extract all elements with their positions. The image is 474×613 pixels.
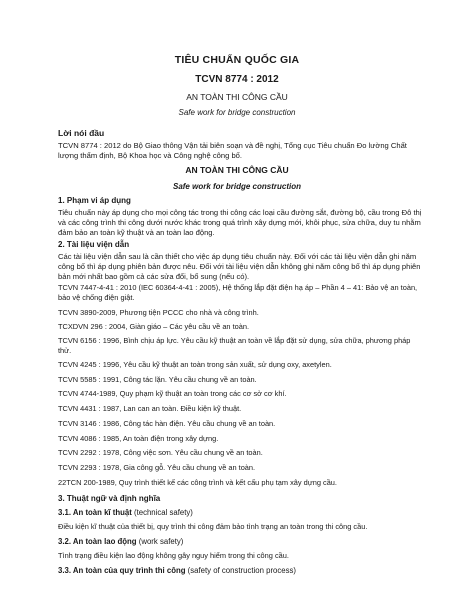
- reference-item: TCVN 3890-2009, Phương tiện PCCC cho nhà và công trình.: [58, 308, 259, 317]
- section-1-heading: 1. Phạm vi áp dụng: [58, 196, 131, 205]
- term-3-3-english: (safety of construction process): [187, 566, 297, 575]
- foreword-text: TCVN 8774 : 2012 do Bộ Giao thông Vận tải biên soạn và đề nghị, Tổng cục Tiêu chuẩn Đo lường Chất lượng thẩm định, Bộ Khoa học và Công nghệ công bố.: [58, 141, 407, 160]
- reference-item: TCVN 4086 : 1985, An toàn điện trong xây dựng.: [58, 434, 219, 443]
- reference-item: TCVN 5585 : 1991, Công tác lặn. Yêu cầu chung về an toàn.: [58, 375, 257, 384]
- term-3-3-heading: [58, 566, 296, 575]
- reference-item: TCVN 6156 : 1996, Bình chịu áp lực. Yêu cầu kỹ thuật an toàn về lắp đặt sử dụng, sửa chữa, phương pháp thử.: [58, 336, 411, 355]
- reference-item: TCVN 2293 : 1978, Gia công gỗ. Yêu cầu chung về an toàn.: [58, 463, 256, 472]
- term-3-2-definition: Tình trạng điều kiện lao động không gây nguy hiểm trong thi công cầu.: [58, 551, 289, 560]
- reference-item: TCVN 7447-4-41 : 2010 (IEC 60364-4-41 : 2005), Hệ thống lắp đặt điện hạ áp – Phần 4 – 41: Bảo vệ an toàn, bảo vệ chống điện giật.: [58, 283, 418, 302]
- reference-item: TCVN 4431 : 1987, Lan can an toàn. Điều kiện kỹ thuật.: [58, 404, 242, 413]
- term-3-1-definition: Điều kiện kĩ thuật của thiết bị, quy trình thi công đảm bảo tình trạng an toàn trong thi công cầu.: [58, 522, 368, 531]
- reference-item: TCVN 4245 : 1996, Yêu cầu kỹ thuật an toàn trong sản xuất, sử dụng oxy, axetylen.: [58, 360, 332, 369]
- standard-title-vi: AN TOÀN THI CÔNG CẦU: [185, 165, 289, 175]
- standard-name-en: Safe work for bridge construction: [178, 108, 296, 117]
- section-1-text: Tiêu chuẩn này áp dụng cho mọi công tác trong thi công các loại cầu đường sắt, đường bộ, cầu trong Đô thị và các công trình thi công dưới nước khác trong quá trình xây dựng mới, khôi phục, sửa chữa, duy tu nhằm đảm bảo an toàn kỹ thuật và an toàn lao động.: [58, 208, 422, 237]
- term-3-1-heading: [58, 508, 193, 517]
- term-3-2-heading: [58, 537, 183, 546]
- standard-name-vi: AN TOÀN THI CÔNG CẦU: [186, 92, 288, 102]
- reference-item: TCVN 2292 : 1978, Công việc sơn. Yêu cầu chung về an toàn.: [58, 448, 263, 457]
- standard-code: TCVN 8774 : 2012: [195, 74, 279, 85]
- foreword-heading: Lời nói đầu: [58, 128, 105, 138]
- section-3-heading: 3. Thuật ngữ và định nghĩa: [58, 494, 161, 503]
- term-3-1-english: (technical safety): [133, 508, 193, 517]
- term-3-3-title: 3.3. An toàn của quy trình thi công: [58, 566, 186, 575]
- reference-item: 22TCN 200-1989, Quy trình thiết kế các công trình và kết cấu phụ tạm xây dựng cầu.: [58, 478, 337, 487]
- standard-title-en: Safe work for bridge construction: [172, 182, 301, 191]
- reference-item: TCXDVN 296 : 2004, Giàn giáo – Các yêu cầu về an toàn.: [58, 322, 250, 331]
- document-title: TIÊU CHUẨN QUỐC GIA: [174, 54, 300, 66]
- reference-item: TCVN 4744-1989, Quy phạm kỹ thuật an toàn trong các cơ sở cơ khí.: [58, 389, 287, 398]
- term-3-2-english: (work safety): [138, 537, 184, 546]
- section-2-heading: 2. Tài liệu viện dẫn: [58, 240, 130, 249]
- term-3-2-title: 3.2. An toàn lao động: [58, 537, 137, 546]
- term-3-1-title: 3.1. An toàn kĩ thuật: [58, 508, 132, 517]
- section-2-intro: Các tài liệu viện dẫn sau là cần thiết cho việc áp dụng tiêu chuẩn này. Đối với các tài liệu viện dẫn ghi năm công bố thì áp dụng phiên bản được nêu. Đối với tài liệu viện dẫn không ghi năm công bố thì áp dụng phiên bản mới nhất bao gồm cả các sửa đổi, bổ sung (nếu có).: [58, 252, 421, 281]
- reference-item: TCVN 3146 : 1986, Công tác hàn điện. Yêu cầu chung về an toàn.: [58, 419, 276, 428]
